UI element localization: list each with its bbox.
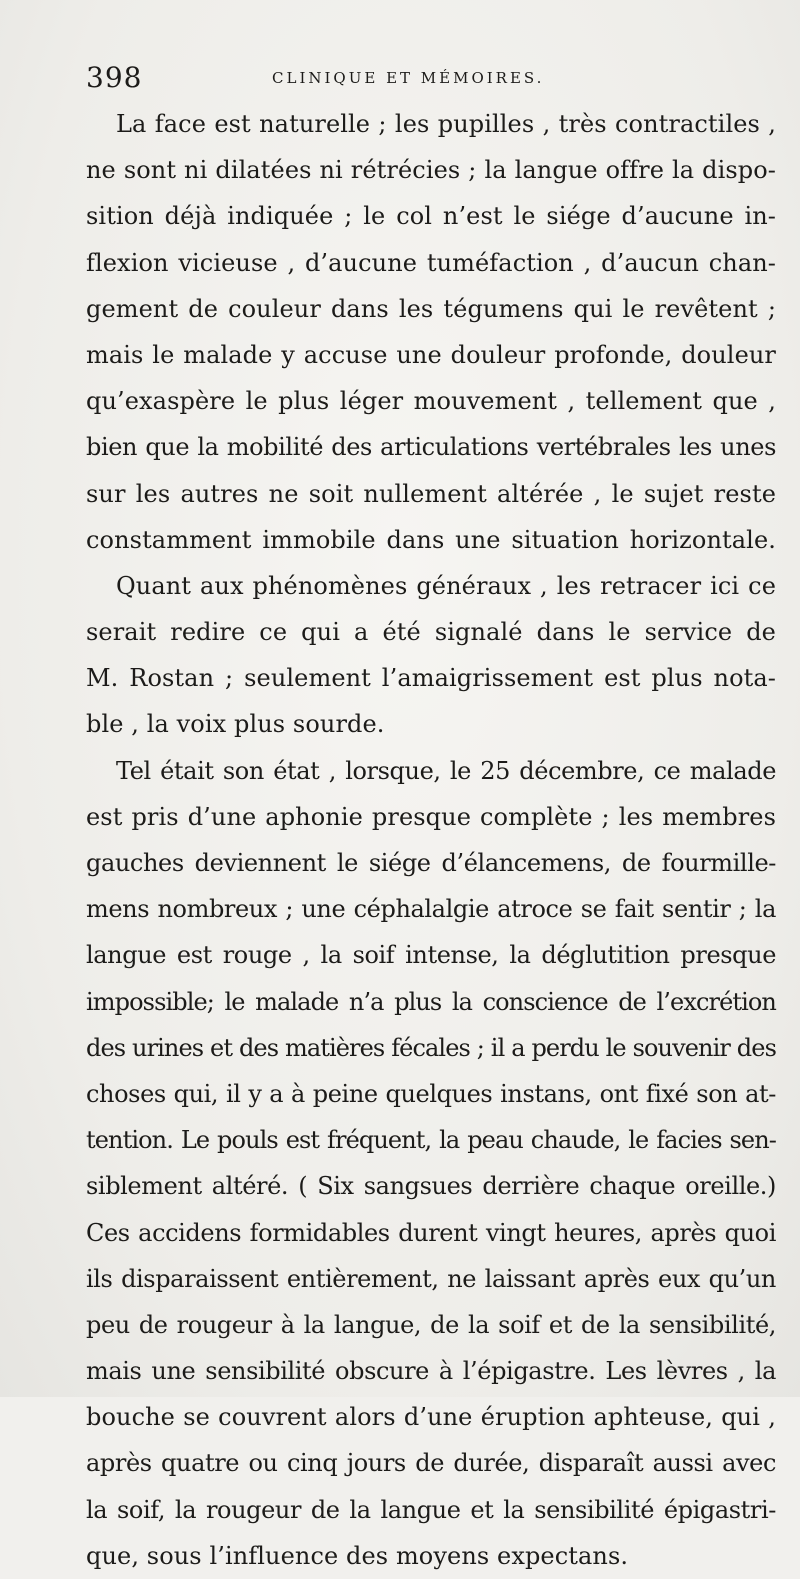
paragraph-2 [86,563,776,748]
text-line: bien que la mobilité des articulations vertébrales les unes [86,433,776,462]
running-head: CLINIQUE ET MÉMOIRES. [272,69,545,87]
text-line: constamment immobile dans une situation horizontale. [86,525,776,554]
text-line: gement de couleur dans les tégumens qui le revêtent ; [86,294,776,323]
text-line: sition déjà indiquée ; le col n’est le siége d’aucune in- [86,202,776,231]
text-line: sur les autres ne soit nullement altérée , le sujet reste [86,479,776,508]
text-line: après quatre ou cinq jours de durée, disparaît aussi avec [86,1449,776,1478]
paragraph-1 [86,101,776,563]
text-line: flexion vicieuse , d’aucune tuméfaction , d’aucun chan- [86,248,776,277]
text-line: ils disparaissent entièrement, ne laissant après eux qu’un [86,1264,776,1293]
text-line: bouche se couvrent alors d’une éruption aphteuse, qui , [86,1403,776,1432]
page-header [86,58,766,98]
text-line: siblement altéré. ( Six sangsues derrière chaque oreille.) [86,1172,776,1201]
text-line: mens nombreux ; une céphalalgie atroce se fait sentir ; la [86,895,776,924]
text-line: impossible; le malade n’a plus la conscience de l’excrétion [86,987,776,1016]
text-line: peu de rougeur à la langue, de la soif et de la sensibilité, [86,1310,776,1339]
text-line: ne sont ni dilatées ni rétrécies ; la langue offre la dispo- [86,156,776,185]
text-line: que, sous l’influence des moyens expectans. [86,1541,629,1570]
text-line: serait redire ce qui a été signalé dans le service de [86,618,776,647]
text-line: la soif, la rougeur de la langue et la sensibilité épigastri- [86,1495,776,1524]
text-line: tention. Le pouls est fréquent, la peau chaude, le facies sen- [86,1126,776,1155]
page-number: 398 [86,61,143,94]
text-line: Tel était son état , lorsque, le 25 décembre, ce malade [116,756,776,785]
text-line: ble , la voix plus sourde. [86,710,385,739]
body-text [86,101,776,1579]
paragraph-3 [86,748,776,1579]
text-line: langue est rouge , la soif intense, la déglutition presque [86,941,776,970]
text-line: Quant aux phénomènes généraux , les retracer ici ce [116,571,776,600]
text-line: qu’exaspère le plus léger mouvement , tellement que , [86,387,776,416]
text-line: M. Rostan ; seulement l’amaigrissement est plus nota- [86,664,776,693]
text-line: des urines et des matières fécales ; il a perdu le souvenir des [86,1033,776,1062]
text-line: mais une sensibilité obscure à l’épigastre. Les lèvres , la [86,1357,776,1386]
text-line: gauches deviennent le siége d’élancemens, de fourmille- [86,849,776,877]
text-line: La face est naturelle ; les pupilles , très contractiles , [116,110,776,138]
text-line: mais le malade y accuse une douleur profonde, douleur [86,340,776,369]
text-line: choses qui, il y a à peine quelques instans, ont fixé son at- [86,1079,776,1108]
text-line: est pris d’une aphonie presque complète ; les membres [86,802,776,831]
text-line: Ces accidens formidables durent vingt heures, après quoi [86,1218,776,1247]
